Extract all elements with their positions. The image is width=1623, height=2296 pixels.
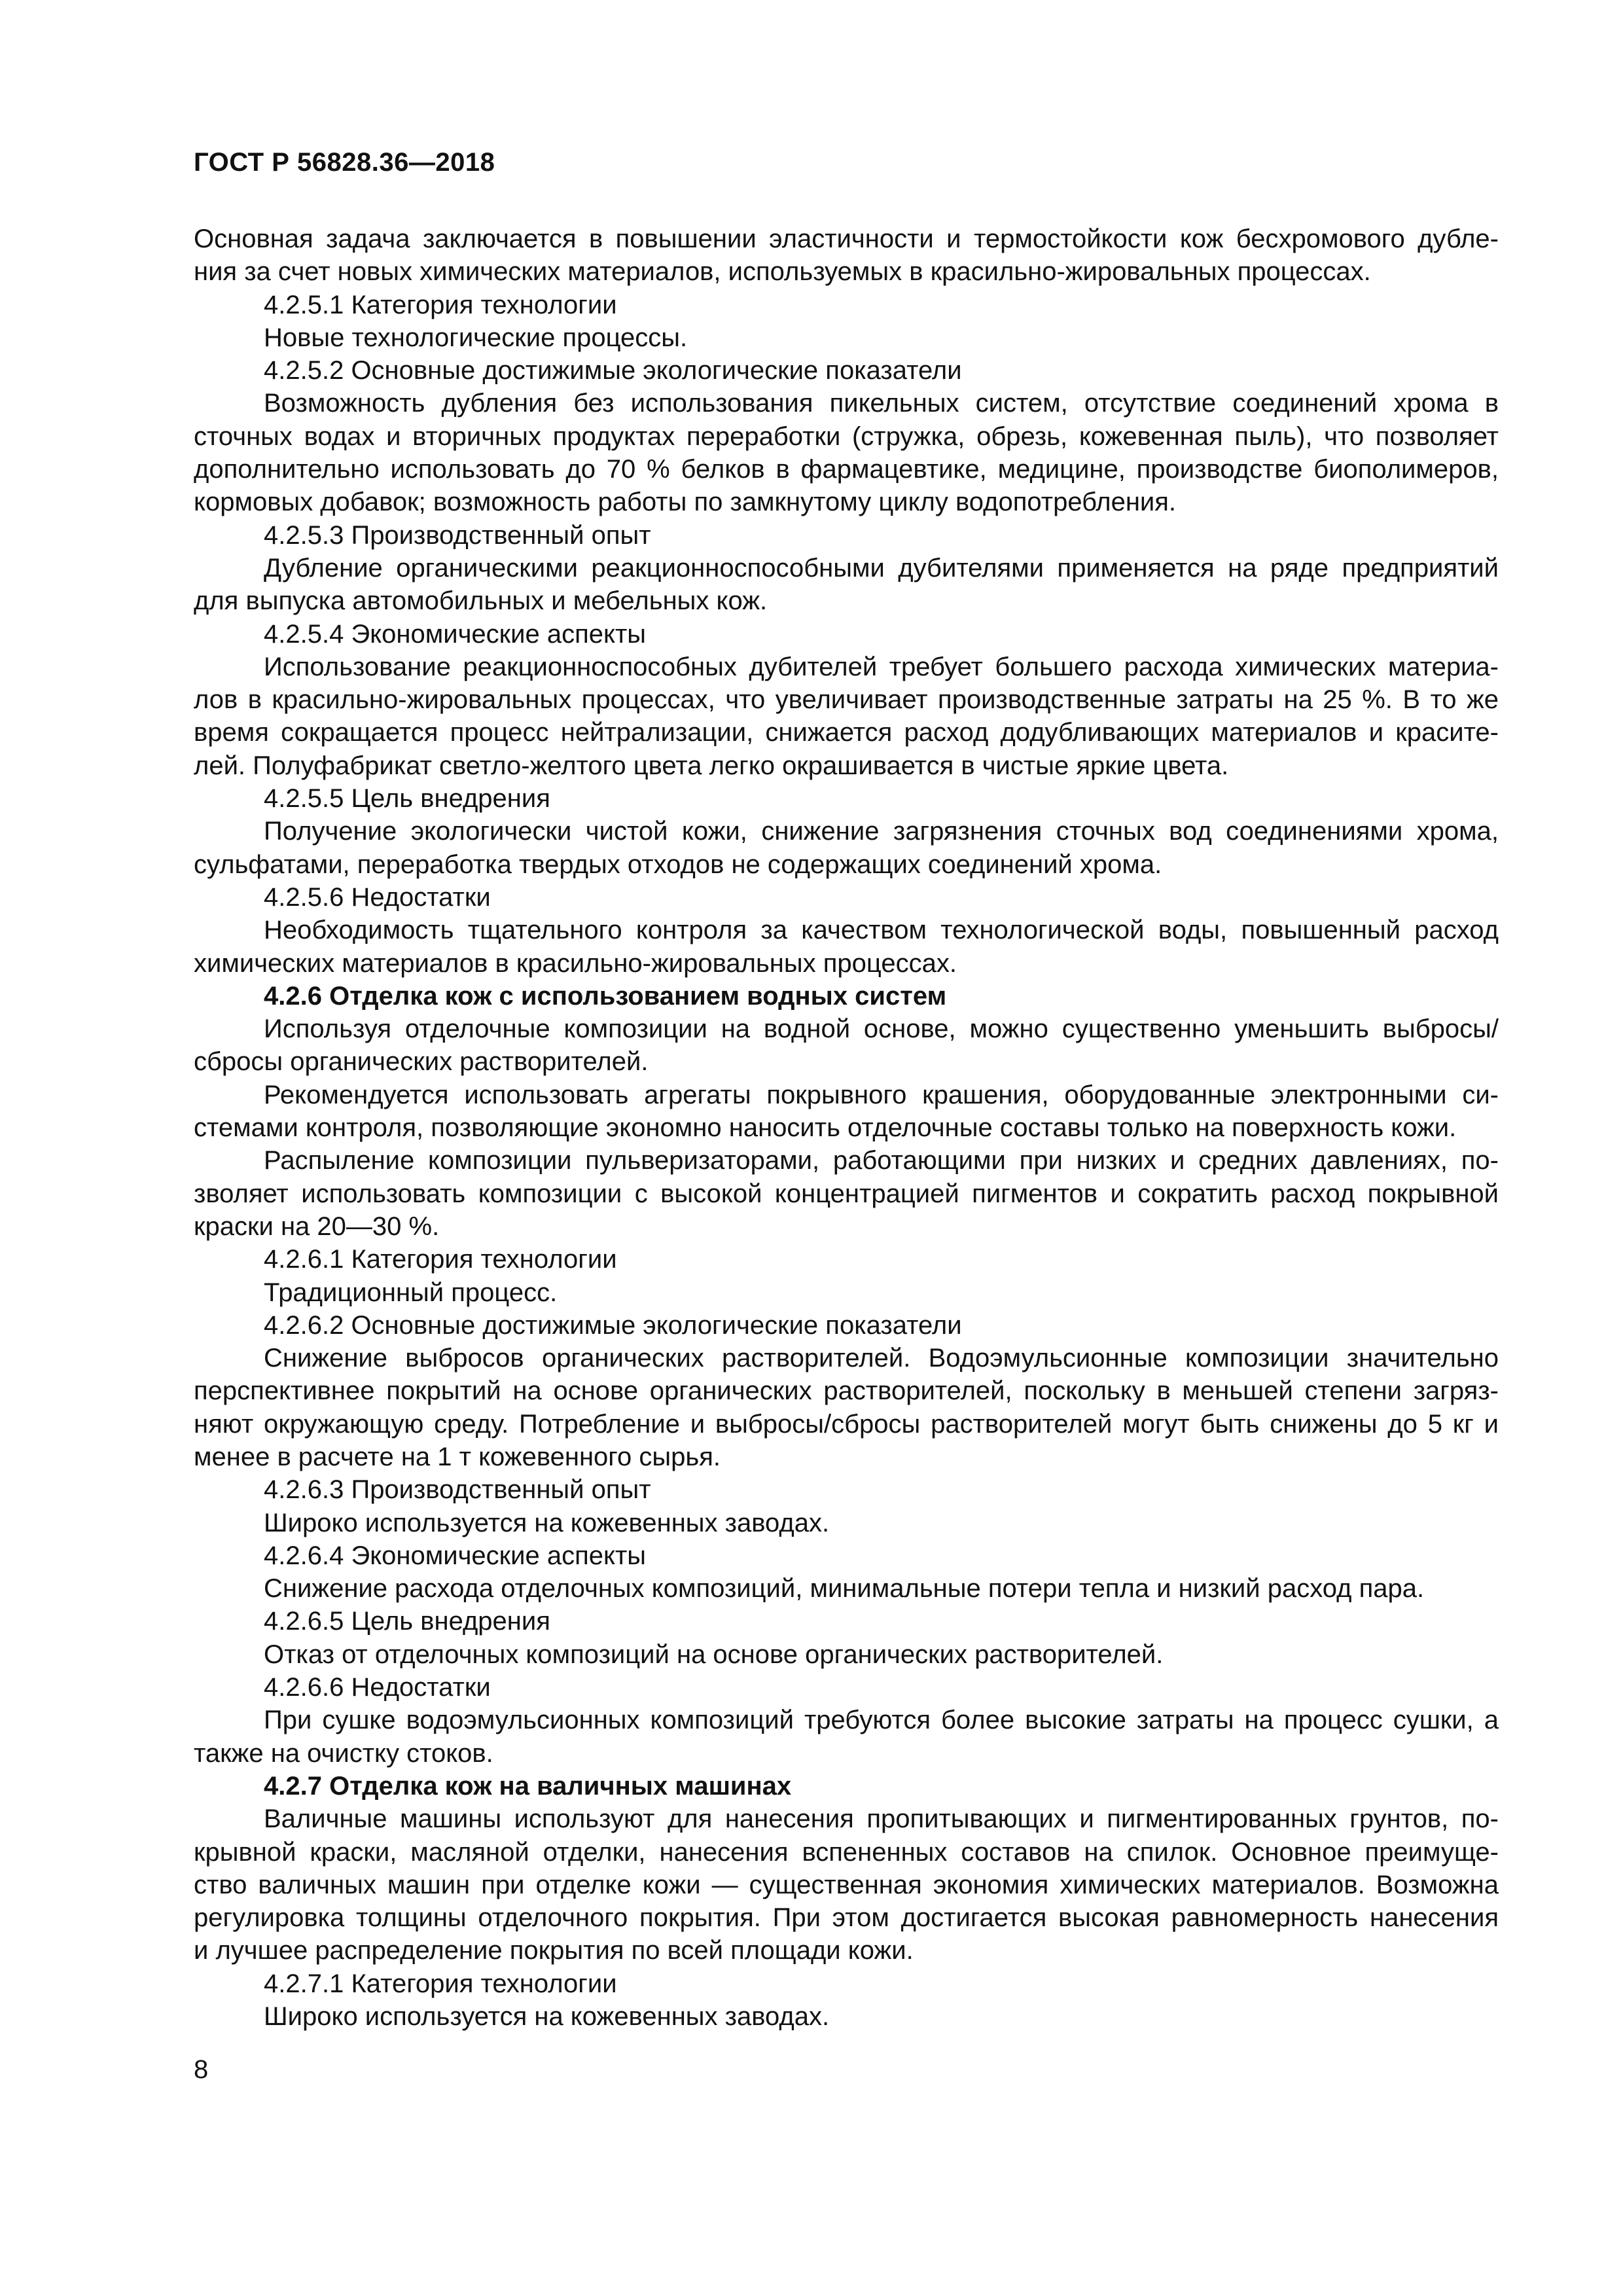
text-line: 4.2.7.1 Категория технологии xyxy=(264,1969,617,1998)
text-line: 4.2.6.3 Производственный опыт xyxy=(264,1475,651,1505)
text-line: Получение экологически чистой кожи, снижение загрязнения сточных вод соединениями хрома, xyxy=(264,817,1499,846)
text-line: стемами контроля, позволяющие экономно наносить отделочные составы только на поверхность кожи. xyxy=(194,1113,1457,1143)
text-line: лей. Полуфабрикат светло-желтого цвета легко окрашивается в чистые яркие цвета. xyxy=(194,751,1229,780)
text-line: для выпуска автомобильных и мебельных кож. xyxy=(194,586,768,616)
section-heading-line: 4.2.6 Отделка кож с использованием водных систем xyxy=(264,981,947,1011)
text-line: Широко используется на кожевенных заводах. xyxy=(264,1508,830,1537)
text-line: также на очистку стоков. xyxy=(194,1738,493,1768)
text-line: краски на 20—30 %. xyxy=(194,1211,440,1241)
text-line: Снижение расхода отделочных композиций, минимальные потери тепла и низкий расход пара. xyxy=(264,1574,1425,1604)
text-line: Распыление композиции пульверизаторами, работающими при низких и средних давлениях, по- xyxy=(264,1146,1499,1175)
text-line: 4.2.5.2 Основные достижимые экологические показатели xyxy=(264,356,962,386)
section-heading-line: 4.2.7 Отделка кож на валичных машинах xyxy=(264,1771,792,1801)
text-line: ство валичных машин при отделке кожи — существенная экономия химических материалов. Возможна xyxy=(194,1870,1499,1899)
text-line: няют окружающую среду. Потребление и выбросы/сбросы растворителей могут быть снижены до 5 кг и xyxy=(194,1409,1499,1439)
text-line: 4.2.6.4 Экономические аспекты xyxy=(264,1541,647,1570)
text-line: Используя отделочные композиции на водной основе, можно существенно уменьшить выбросы/ xyxy=(264,1014,1499,1044)
text-line: химических материалов в красильно-жировальных процессах. xyxy=(194,948,957,978)
page-number: 8 xyxy=(194,2055,209,2084)
text-line: Необходимость тщательного контроля за качеством технологической воды, повышенный расход xyxy=(264,916,1499,945)
text-line: Отказ от отделочных композиций на основе органических растворителей. xyxy=(264,1640,1164,1669)
text-line: сульфатами, переработка твердых отходов не содержащих соединений хрома. xyxy=(194,850,1162,879)
text-line: 4.2.5.1 Категория технологии xyxy=(264,290,617,319)
document-body xyxy=(194,223,1499,2033)
text-line: сточных водах и вторичных продуктах переработки (стружка, обрезь, кожевенная пыль), что позволяет xyxy=(194,422,1499,451)
text-line: и лучшее распределение покрытия по всей площади кожи. xyxy=(194,1936,914,1965)
text-line: Рекомендуется использовать агрегаты покрывного крашения, оборудованные электронными си- xyxy=(264,1080,1499,1109)
text-line: 4.2.5.3 Производственный опыт xyxy=(264,520,651,550)
text-line: 4.2.6.2 Основные достижимые экологические показатели xyxy=(264,1310,962,1340)
text-line: перспективнее покрытий на основе органических растворителей, поскольку в меньшей степени загряз- xyxy=(194,1376,1499,1406)
text-line: лов в красильно-жировальных процессах, что увеличивает производственные затраты на 25 %. В то же xyxy=(194,685,1499,715)
text-line: 4.2.5.5 Цель внедрения xyxy=(264,784,550,814)
text-line: крывной краски, масляной отделки, нанесения вспененных составов на спилок. Основное преимуще- xyxy=(194,1837,1499,1867)
text-line: Снижение выбросов органических растворителей. Водоэмульсионные композиции значительно xyxy=(264,1344,1499,1373)
text-line: менее в расчете на 1 т кожевенного сырья. xyxy=(194,1442,721,1471)
document-header: ГОСТ Р 56828.36—2018 xyxy=(194,148,495,177)
text-line: ния за счет новых химических материалов, используемых в красильно-жировальных процессах. xyxy=(194,257,1371,287)
text-line: При сушке водоэмульсионных композиций требуются более высокие затраты на процесс сушки, а xyxy=(264,1706,1499,1735)
text-line: Традиционный процесс. xyxy=(264,1278,558,1307)
text-line: Основная задача заключается в повышении эластичности и термостойкости кож бесхромового дубле- xyxy=(194,224,1499,253)
text-line: Дубление органическими реакционноспособными дубителями применяется на ряде предприятий xyxy=(264,553,1499,583)
text-line: 4.2.5.6 Недостатки xyxy=(264,882,491,912)
text-line: Валичные машины используют для нанесения пропитывающих и пигментированных грунтов, по- xyxy=(264,1804,1499,1834)
text-line: Использование реакционноспособных дубителей требует большего расхода химических материа- xyxy=(264,652,1499,681)
text-line: Широко используется на кожевенных заводах. xyxy=(264,2002,830,2032)
text-line: время сокращается процесс нейтрализации, снижается расход додубливающих материалов и красите- xyxy=(194,718,1499,747)
text-line: 4.2.5.4 Экономические аспекты xyxy=(264,619,647,649)
text-line: 4.2.6.6 Недостатки xyxy=(264,1673,491,1702)
text-line: сбросы органических растворителей. xyxy=(194,1047,649,1077)
text-line: дополнительно использовать до 70 % белков в фармацевтике, медицине, производстве биополимеров, xyxy=(194,455,1499,484)
text-line: Новые технологические процессы. xyxy=(264,323,688,352)
text-line: Возможность дубления без использования пикельных систем, отсутствие соединений хрома в xyxy=(264,389,1499,418)
text-line: кормовых добавок; возможность работы по замкнутому циклу водопотребления. xyxy=(194,488,1177,517)
text-line: 4.2.6.1 Категория технологии xyxy=(264,1245,617,1274)
text-line: регулировка толщины отделочного покрытия. При этом достигается высокая равномерность нанесения xyxy=(194,1903,1499,1933)
text-line: зволяет использовать композиции с высокой концентрацией пигментов и сократить расход покрывной xyxy=(194,1179,1499,1208)
text-line: 4.2.6.5 Цель внедрения xyxy=(264,1607,550,1636)
